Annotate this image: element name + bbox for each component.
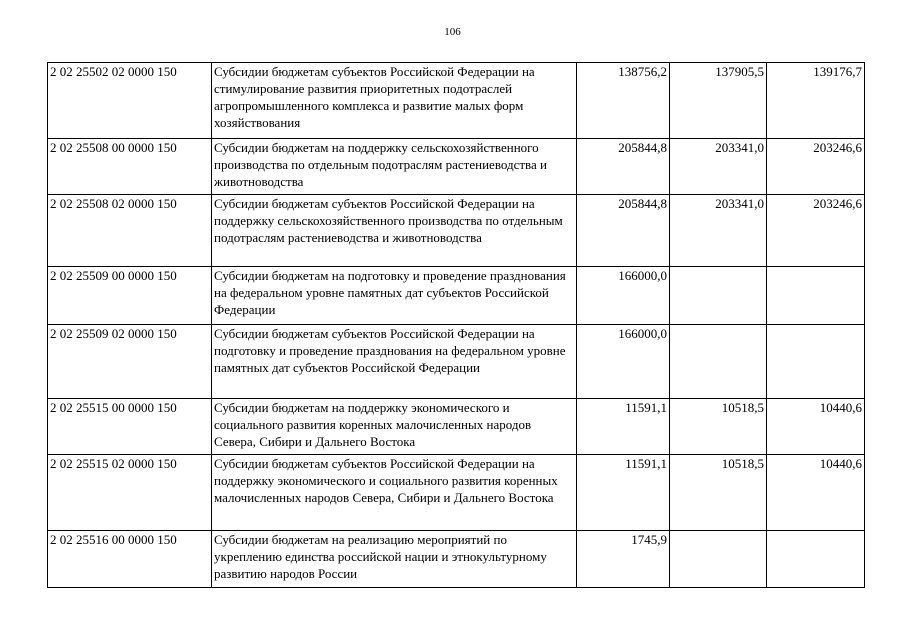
value-cell: 10518,5	[670, 399, 767, 455]
value-cell: 11591,1	[577, 455, 670, 531]
budget-code-cell: 2 02 25508 02 0000 150	[48, 195, 212, 267]
table-row	[48, 399, 865, 455]
table-row	[48, 325, 865, 399]
table-row	[48, 63, 865, 139]
description-cell: Субсидии бюджетам на поддержку экономического и социального развития коренных малочисленных народов Севера, Сибири и Дальнего Востока	[212, 399, 577, 455]
value-cell: 10440,6	[767, 399, 865, 455]
value-cell: 10518,5	[670, 455, 767, 531]
value-cell: 1745,9	[577, 531, 670, 588]
description-cell: Субсидии бюджетам на реализацию мероприятий по укреплению единства российской нации и этнокультурному развитию народов России	[212, 531, 577, 588]
description-cell: Субсидии бюджетам субъектов Российской Федерации на стимулирование развития приоритетных подотраслей агропромышленного комплекса и развитие малых форм хозяйствования	[212, 63, 577, 139]
value-cell: 11591,1	[577, 399, 670, 455]
description-cell: Субсидии бюджетам субъектов Российской Федерации на поддержку экономического и социального развития коренных малочисленных народов Севера, Сибири и Дальнего Востока	[212, 455, 577, 531]
description-cell: Субсидии бюджетам субъектов Российской Федерации на подготовку и проведение празднования на федеральном уровне памятных дат субъектов Российской Федерации	[212, 325, 577, 399]
page-number: 106	[444, 26, 461, 38]
table-row	[48, 455, 865, 531]
value-cell	[670, 531, 767, 588]
budget-table	[47, 62, 865, 588]
value-cell	[767, 267, 865, 325]
value-cell: 203246,6	[767, 195, 865, 267]
value-cell: 137905,5	[670, 63, 767, 139]
budget-code-cell: 2 02 25502 02 0000 150	[48, 63, 212, 139]
value-cell	[670, 325, 767, 399]
value-cell: 203341,0	[670, 139, 767, 195]
description-cell: Субсидии бюджетам на подготовку и проведение празднования на федеральном уровне памятных дат субъектов Российской Федерации	[212, 267, 577, 325]
budget-code-cell: 2 02 25509 00 0000 150	[48, 267, 212, 325]
budget-code-cell: 2 02 25508 00 0000 150	[48, 139, 212, 195]
value-cell: 166000,0	[577, 267, 670, 325]
table-row	[48, 139, 865, 195]
table-row	[48, 531, 865, 588]
budget-code-cell: 2 02 25515 00 0000 150	[48, 399, 212, 455]
value-cell: 166000,0	[577, 325, 670, 399]
description-cell: Субсидии бюджетам на поддержку сельскохозяйственного производства по отдельным подотраслям растениеводства и животноводства	[212, 139, 577, 195]
value-cell: 138756,2	[577, 63, 670, 139]
value-cell: 203246,6	[767, 139, 865, 195]
value-cell: 203341,0	[670, 195, 767, 267]
budget-code-cell: 2 02 25509 02 0000 150	[48, 325, 212, 399]
budget-table-body	[48, 63, 865, 588]
value-cell: 205844,8	[577, 139, 670, 195]
value-cell: 205844,8	[577, 195, 670, 267]
value-cell: 10440,6	[767, 455, 865, 531]
budget-code-cell: 2 02 25515 02 0000 150	[48, 455, 212, 531]
value-cell	[767, 325, 865, 399]
value-cell	[767, 531, 865, 588]
value-cell	[670, 267, 767, 325]
description-cell: Субсидии бюджетам субъектов Российской Федерации на поддержку сельскохозяйственного производства по отдельным подотраслям растениеводства и животноводства	[212, 195, 577, 267]
budget-code-cell: 2 02 25516 00 0000 150	[48, 531, 212, 588]
value-cell: 139176,7	[767, 63, 865, 139]
table-row	[48, 195, 865, 267]
table-row	[48, 267, 865, 325]
